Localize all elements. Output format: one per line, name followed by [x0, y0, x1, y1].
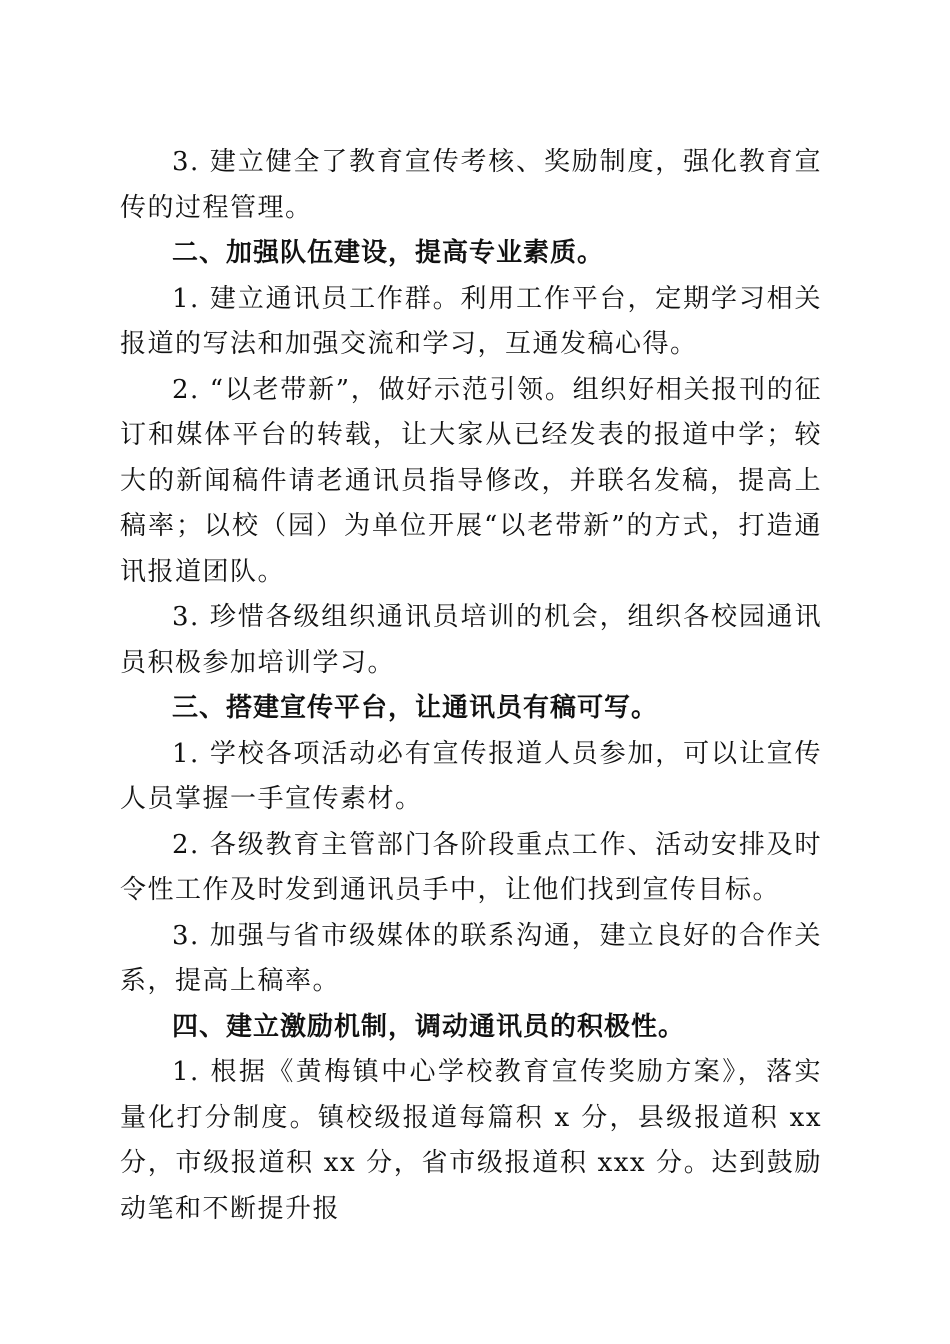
- document-page: [120, 140, 822, 1232]
- paragraph-2-2: 2. “以老带新”，做好示范引领。组织好相关报刊的征订和媒体平台的转载，让大家从已经发表的报道中学；较大的新闻稿件请老通讯员指导修改，并联名发稿，提高上稿率；以校（园）为单位开展“以老带新”的方式，打造通讯报道团队。: [120, 374, 822, 587]
- section-heading-4: 四、建立激励机制，调动通讯员的积极性。: [172, 1011, 686, 1042]
- paragraph-2-1: 1. 建立通讯员工作群。利用工作平台，定期学习相关报道的写法和加强交流和学习，互通发稿心得。: [120, 283, 822, 359]
- section-heading-2: 二、加强队伍建设，提高专业素质。: [172, 238, 605, 268]
- paragraph-3-3: 3. 加强与省市级媒体的联系沟通，建立良好的合作关系，提高上稿率。: [120, 920, 822, 996]
- paragraph-4-1: 1. 根据《黄梅镇中心学校教育宣传奖励方案》，落实量化打分制度。镇校级报道每篇积 x 分，县级报道积 xx 分，市级报道积 xx 分，省市级报道积 xxx 分。达到鼓励动笔和不断提升报: [120, 1057, 822, 1224]
- paragraph-3-1: 1. 学校各项活动必有宣传报道人员参加，可以让宣传人员掌握一手宣传素材。: [120, 738, 822, 814]
- paragraph-1-3: 3. 建立健全了教育宣传考核、奖励制度，强化教育宣传的过程管理。: [120, 147, 822, 223]
- paragraph-2-3: 3. 珍惜各级组织通讯员培训的机会，组织各校园通讯员积极参加培训学习。: [120, 602, 822, 678]
- paragraph-3-2: 2. 各级教育主管部门各阶段重点工作、活动安排及时令性工作及时发到通讯员手中，让他们找到宣传目标。: [120, 829, 822, 905]
- section-heading-3: 三、搭建宣传平台，让通讯员有稿可写。: [172, 693, 659, 723]
